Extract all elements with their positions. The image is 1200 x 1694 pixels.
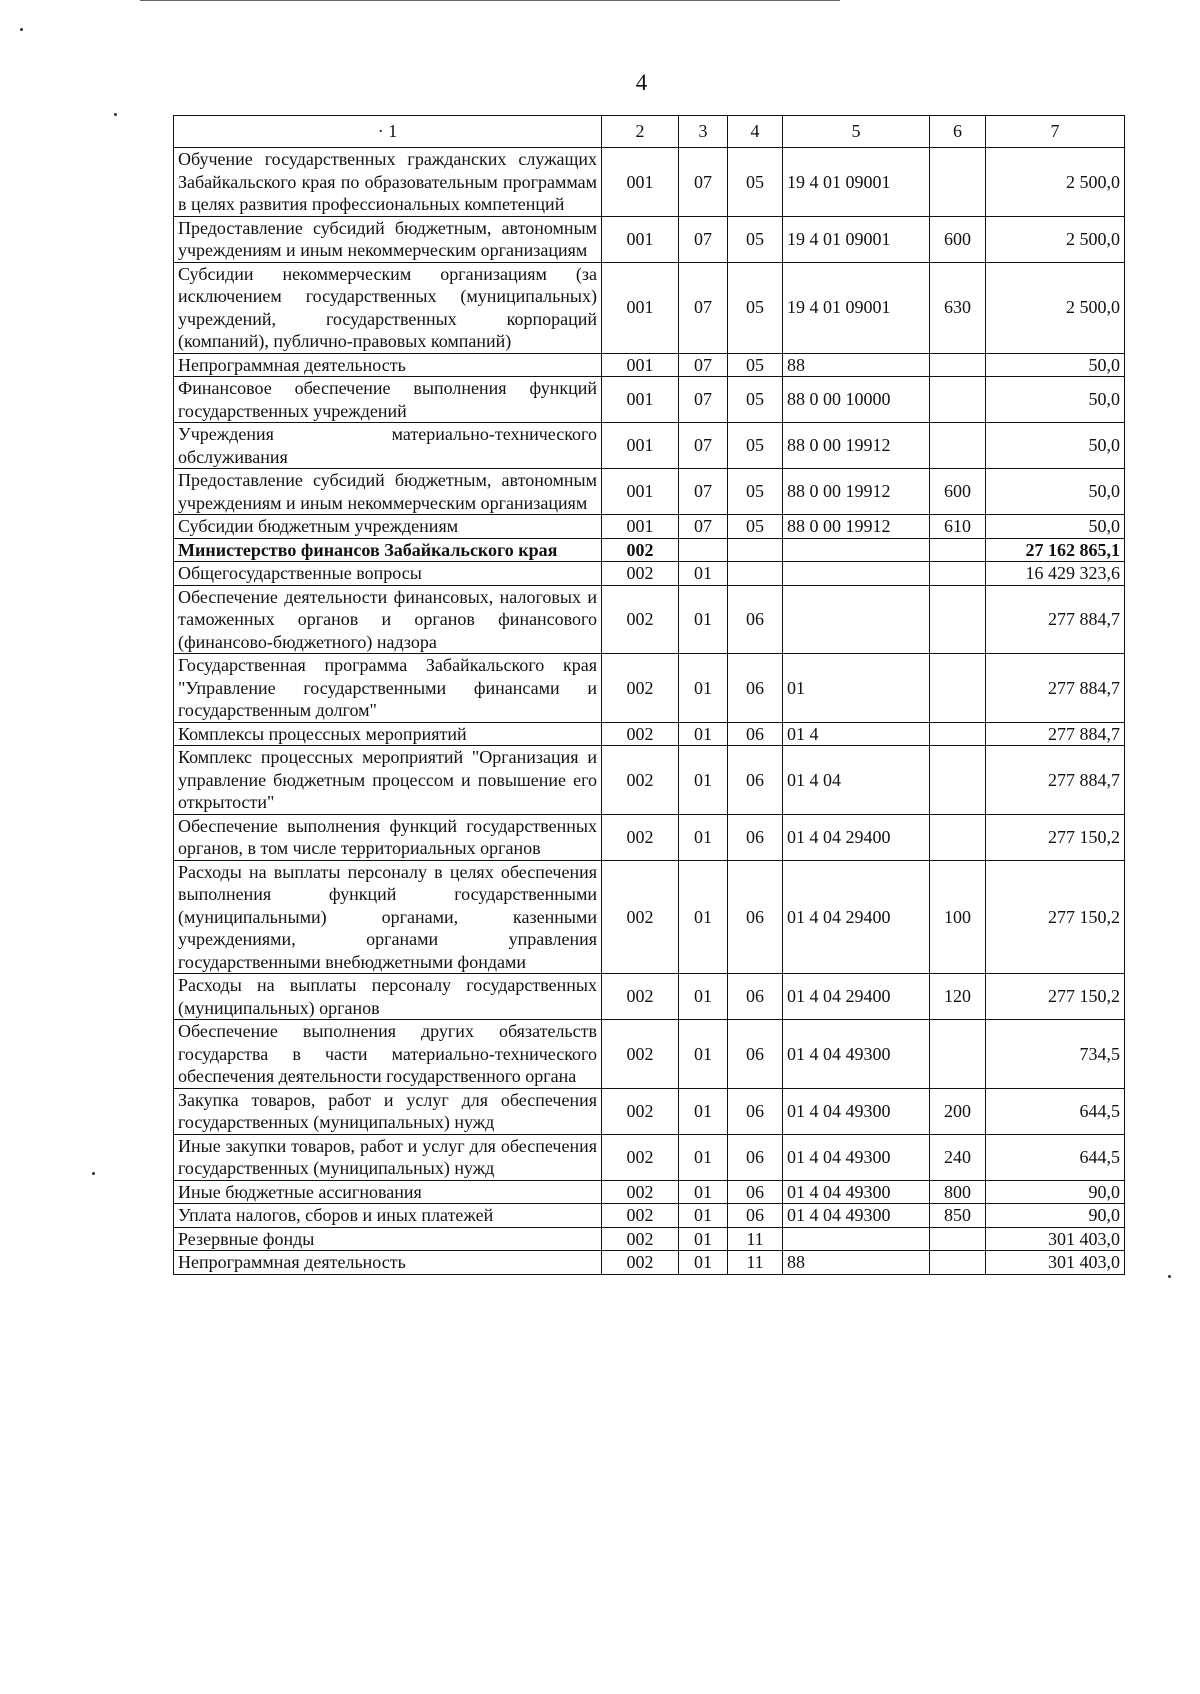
expense-type-cell: 200: [930, 1088, 986, 1134]
code-cell: 002: [602, 1088, 679, 1134]
subsection-cell: 06: [728, 1088, 783, 1134]
amount-cell: 16 429 323,6: [986, 562, 1125, 586]
expense-type-cell: 850: [930, 1204, 986, 1228]
expense-type-cell: [930, 377, 986, 423]
table-row: [174, 423, 1125, 469]
code-cell: 001: [602, 148, 679, 217]
section-cell: 07: [679, 515, 728, 539]
expense-type-cell: [930, 814, 986, 860]
section-cell: 01: [679, 1088, 728, 1134]
column-header: 4: [728, 116, 783, 148]
subsection-cell: 06: [728, 722, 783, 746]
table-header-row: [174, 116, 1125, 148]
section-cell: 01: [679, 585, 728, 654]
subsection-cell: 05: [728, 469, 783, 515]
table-row: [174, 1204, 1125, 1228]
row-name-cell: Учреждения материально-технического обслуживания: [174, 423, 602, 469]
column-header: 2: [602, 116, 679, 148]
subsection-cell: 06: [728, 585, 783, 654]
subsection-cell: 06: [728, 1180, 783, 1204]
row-name-cell: Предоставление субсидий бюджетным, автономным учреждениям и иным некоммерческим организациям: [174, 469, 602, 515]
subsection-cell: 06: [728, 1204, 783, 1228]
target-article-cell: 01: [783, 654, 930, 723]
column-header: 6: [930, 116, 986, 148]
target-article-cell: 01 4: [783, 722, 930, 746]
row-name-cell: Расходы на выплаты персоналу государственных (муниципальных) органов: [174, 974, 602, 1020]
row-name-cell: Обеспечение выполнения функций государственных органов, в том числе территориальных органов: [174, 814, 602, 860]
amount-cell: 301 403,0: [986, 1227, 1125, 1251]
table-row: [174, 860, 1125, 974]
column-header: 7: [986, 116, 1125, 148]
section-cell: 01: [679, 722, 728, 746]
code-cell: 002: [602, 562, 679, 586]
code-cell: 002: [602, 860, 679, 974]
code-cell: 001: [602, 377, 679, 423]
subsection-cell: [728, 538, 783, 562]
target-article-cell: 01 4 04 49300: [783, 1180, 930, 1204]
scan-speck: [92, 1172, 95, 1175]
row-name-cell: Комплексы процессных мероприятий: [174, 722, 602, 746]
code-cell: 001: [602, 515, 679, 539]
target-article-cell: 01 4 04: [783, 746, 930, 815]
amount-cell: 301 403,0: [986, 1251, 1125, 1275]
code-cell: 002: [602, 722, 679, 746]
section-cell: 01: [679, 1134, 728, 1180]
table-row: [174, 654, 1125, 723]
section-cell: 07: [679, 469, 728, 515]
target-article-cell: [783, 585, 930, 654]
amount-cell: 2 500,0: [986, 262, 1125, 353]
code-cell: 002: [602, 538, 679, 562]
amount-cell: 277 150,2: [986, 814, 1125, 860]
table-row: [174, 1020, 1125, 1089]
expense-type-cell: [930, 654, 986, 723]
section-cell: 01: [679, 1180, 728, 1204]
section-cell: 07: [679, 377, 728, 423]
row-name-cell: Обучение государственных гражданских служащих Забайкальского края по образовательным программам в целях развития профессиональных компетенций: [174, 148, 602, 217]
expense-type-cell: [930, 1227, 986, 1251]
section-cell: 01: [679, 1204, 728, 1228]
target-article-cell: 88: [783, 353, 930, 377]
target-article-cell: 01 4 04 29400: [783, 860, 930, 974]
subsection-cell: 06: [728, 1020, 783, 1089]
target-article-cell: [783, 562, 930, 586]
amount-cell: 277 150,2: [986, 860, 1125, 974]
target-article-cell: 88 0 00 19912: [783, 515, 930, 539]
subsection-cell: 11: [728, 1227, 783, 1251]
section-cell: 01: [679, 974, 728, 1020]
subsection-cell: 06: [728, 974, 783, 1020]
section-cell: 01: [679, 1020, 728, 1089]
expense-type-cell: 600: [930, 216, 986, 262]
target-article-cell: 19 4 01 09001: [783, 262, 930, 353]
amount-cell: 734,5: [986, 1020, 1125, 1089]
section-cell: 01: [679, 654, 728, 723]
table-row: [174, 1134, 1125, 1180]
target-article-cell: [783, 1227, 930, 1251]
section-cell: 07: [679, 423, 728, 469]
subsection-cell: 05: [728, 377, 783, 423]
amount-cell: 2 500,0: [986, 148, 1125, 217]
amount-cell: 50,0: [986, 469, 1125, 515]
column-header: · 1: [174, 116, 602, 148]
section-cell: [679, 538, 728, 562]
budget-table: [173, 115, 1125, 1275]
subsection-cell: 11: [728, 1251, 783, 1275]
code-cell: 001: [602, 262, 679, 353]
table-row: [174, 746, 1125, 815]
column-header: 5: [783, 116, 930, 148]
expense-type-cell: [930, 353, 986, 377]
amount-cell: 50,0: [986, 377, 1125, 423]
table-row: [174, 353, 1125, 377]
subsection-cell: 05: [728, 216, 783, 262]
table-row: [174, 469, 1125, 515]
code-cell: 001: [602, 469, 679, 515]
amount-cell: 50,0: [986, 515, 1125, 539]
subsection-cell: 05: [728, 353, 783, 377]
row-name-cell: Расходы на выплаты персоналу в целях обеспечения выполнения функций государственными (муниципальными) органами, казенными учреждениями, органами управления государственными внебюджетными фондами: [174, 860, 602, 974]
table-row: [174, 562, 1125, 586]
section-cell: 07: [679, 262, 728, 353]
expense-type-cell: 240: [930, 1134, 986, 1180]
target-article-cell: 88 0 00 19912: [783, 469, 930, 515]
amount-cell: 2 500,0: [986, 216, 1125, 262]
row-name-cell: Резервные фонды: [174, 1227, 602, 1251]
row-name-cell: Обеспечение деятельности финансовых, налоговых и таможенных органов и органов финансового (финансово-бюджетного) надзора: [174, 585, 602, 654]
row-name-cell: Субсидии некоммерческим организациям (за исключением государственных (муниципальных) учреждений, государственных корпораций (компаний), публично-правовых компаний): [174, 262, 602, 353]
table-row: [174, 1180, 1125, 1204]
subsection-cell: 05: [728, 262, 783, 353]
amount-cell: 90,0: [986, 1204, 1125, 1228]
row-name-cell: Финансовое обеспечение выполнения функций государственных учреждений: [174, 377, 602, 423]
code-cell: 001: [602, 353, 679, 377]
section-cell: 07: [679, 148, 728, 217]
amount-cell: 277 884,7: [986, 746, 1125, 815]
section-cell: 07: [679, 353, 728, 377]
target-article-cell: 19 4 01 09001: [783, 216, 930, 262]
code-cell: 002: [602, 814, 679, 860]
row-name-cell: Предоставление субсидий бюджетным, автономным учреждениям и иным некоммерческим организациям: [174, 216, 602, 262]
row-name-cell: Министерство финансов Забайкальского края: [174, 538, 602, 562]
subsection-cell: 05: [728, 515, 783, 539]
amount-cell: 27 162 865,1: [986, 538, 1125, 562]
target-article-cell: [783, 538, 930, 562]
code-cell: 002: [602, 585, 679, 654]
expense-type-cell: [930, 148, 986, 217]
table-row: [174, 1251, 1125, 1275]
target-article-cell: 19 4 01 09001: [783, 148, 930, 217]
amount-cell: 90,0: [986, 1180, 1125, 1204]
target-article-cell: 88: [783, 1251, 930, 1275]
code-cell: 002: [602, 1251, 679, 1275]
code-cell: 002: [602, 1134, 679, 1180]
subsection-cell: 05: [728, 423, 783, 469]
code-cell: 002: [602, 654, 679, 723]
target-article-cell: 01 4 04 29400: [783, 974, 930, 1020]
amount-cell: 277 150,2: [986, 974, 1125, 1020]
table-row: [174, 148, 1125, 217]
expense-type-cell: [930, 585, 986, 654]
code-cell: 001: [602, 423, 679, 469]
amount-cell: 644,5: [986, 1088, 1125, 1134]
table-row: [174, 585, 1125, 654]
amount-cell: 50,0: [986, 353, 1125, 377]
page-number: 4: [635, 70, 648, 95]
row-name-cell: Уплата налогов, сборов и иных платежей: [174, 1204, 602, 1228]
row-name-cell: Иные бюджетные ассигнования: [174, 1180, 602, 1204]
table-row: [174, 216, 1125, 262]
expense-type-cell: 120: [930, 974, 986, 1020]
amount-cell: 50,0: [986, 423, 1125, 469]
expense-type-cell: 630: [930, 262, 986, 353]
subsection-cell: [728, 562, 783, 586]
row-name-cell: Комплекс процессных мероприятий "Организация и управление бюджетным процессом и повышение его открытости": [174, 746, 602, 815]
code-cell: 002: [602, 746, 679, 815]
subsection-cell: 06: [728, 860, 783, 974]
code-cell: 002: [602, 1020, 679, 1089]
expense-type-cell: [930, 1251, 986, 1275]
scan-speck: [20, 28, 23, 31]
table-row: [174, 814, 1125, 860]
row-name-cell: Непрограммная деятельность: [174, 353, 602, 377]
subsection-cell: 06: [728, 814, 783, 860]
row-name-cell: Закупка товаров, работ и услуг для обеспечения государственных (муниципальных) нужд: [174, 1088, 602, 1134]
expense-type-cell: 610: [930, 515, 986, 539]
code-cell: 002: [602, 1204, 679, 1228]
subsection-cell: 06: [728, 654, 783, 723]
row-name-cell: Общегосударственные вопросы: [174, 562, 602, 586]
section-cell: 01: [679, 860, 728, 974]
amount-cell: 277 884,7: [986, 585, 1125, 654]
amount-cell: 277 884,7: [986, 722, 1125, 746]
scan-speck: [114, 113, 117, 116]
section-cell: 01: [679, 746, 728, 815]
table-row: [174, 722, 1125, 746]
code-cell: 002: [602, 974, 679, 1020]
section-cell: 01: [679, 814, 728, 860]
target-article-cell: 01 4 04 49300: [783, 1134, 930, 1180]
expense-type-cell: [930, 562, 986, 586]
column-header: 3: [679, 116, 728, 148]
row-name-cell: Иные закупки товаров, работ и услуг для обеспечения государственных (муниципальных) нужд: [174, 1134, 602, 1180]
code-cell: 001: [602, 216, 679, 262]
table-row: [174, 974, 1125, 1020]
expense-type-cell: [930, 746, 986, 815]
expense-type-cell: [930, 423, 986, 469]
expense-type-cell: [930, 538, 986, 562]
expense-type-cell: 800: [930, 1180, 986, 1204]
row-name-cell: Субсидии бюджетным учреждениям: [174, 515, 602, 539]
target-article-cell: 01 4 04 49300: [783, 1088, 930, 1134]
target-article-cell: 88 0 00 10000: [783, 377, 930, 423]
table-row: [174, 377, 1125, 423]
target-article-cell: 01 4 04 49300: [783, 1204, 930, 1228]
code-cell: 002: [602, 1227, 679, 1251]
expense-type-cell: 600: [930, 469, 986, 515]
subsection-cell: 06: [728, 1134, 783, 1180]
section-cell: 07: [679, 216, 728, 262]
code-cell: 002: [602, 1180, 679, 1204]
amount-cell: 277 884,7: [986, 654, 1125, 723]
row-name-cell: Непрограммная деятельность: [174, 1251, 602, 1275]
expense-type-cell: [930, 722, 986, 746]
scan-edge-line: [140, 0, 840, 1]
table-row: [174, 1227, 1125, 1251]
target-article-cell: 01 4 04 29400: [783, 814, 930, 860]
row-name-cell: Государственная программа Забайкальского края "Управление государственными финансами и государственным долгом": [174, 654, 602, 723]
row-name-cell: Обеспечение выполнения других обязательств государства в части материально-технического обеспечения деятельности государственного органа: [174, 1020, 602, 1089]
section-cell: 01: [679, 562, 728, 586]
section-cell: 01: [679, 1251, 728, 1275]
section-cell: 01: [679, 1227, 728, 1251]
table-row: [174, 262, 1125, 353]
scan-speck: [1168, 1275, 1171, 1278]
expense-type-cell: [930, 1020, 986, 1089]
amount-cell: 644,5: [986, 1134, 1125, 1180]
expense-type-cell: 100: [930, 860, 986, 974]
target-article-cell: 01 4 04 49300: [783, 1020, 930, 1089]
subsection-cell: 05: [728, 148, 783, 217]
subsection-cell: 06: [728, 746, 783, 815]
table-row: [174, 538, 1125, 562]
table-row: [174, 515, 1125, 539]
table-row: [174, 1088, 1125, 1134]
target-article-cell: 88 0 00 19912: [783, 423, 930, 469]
